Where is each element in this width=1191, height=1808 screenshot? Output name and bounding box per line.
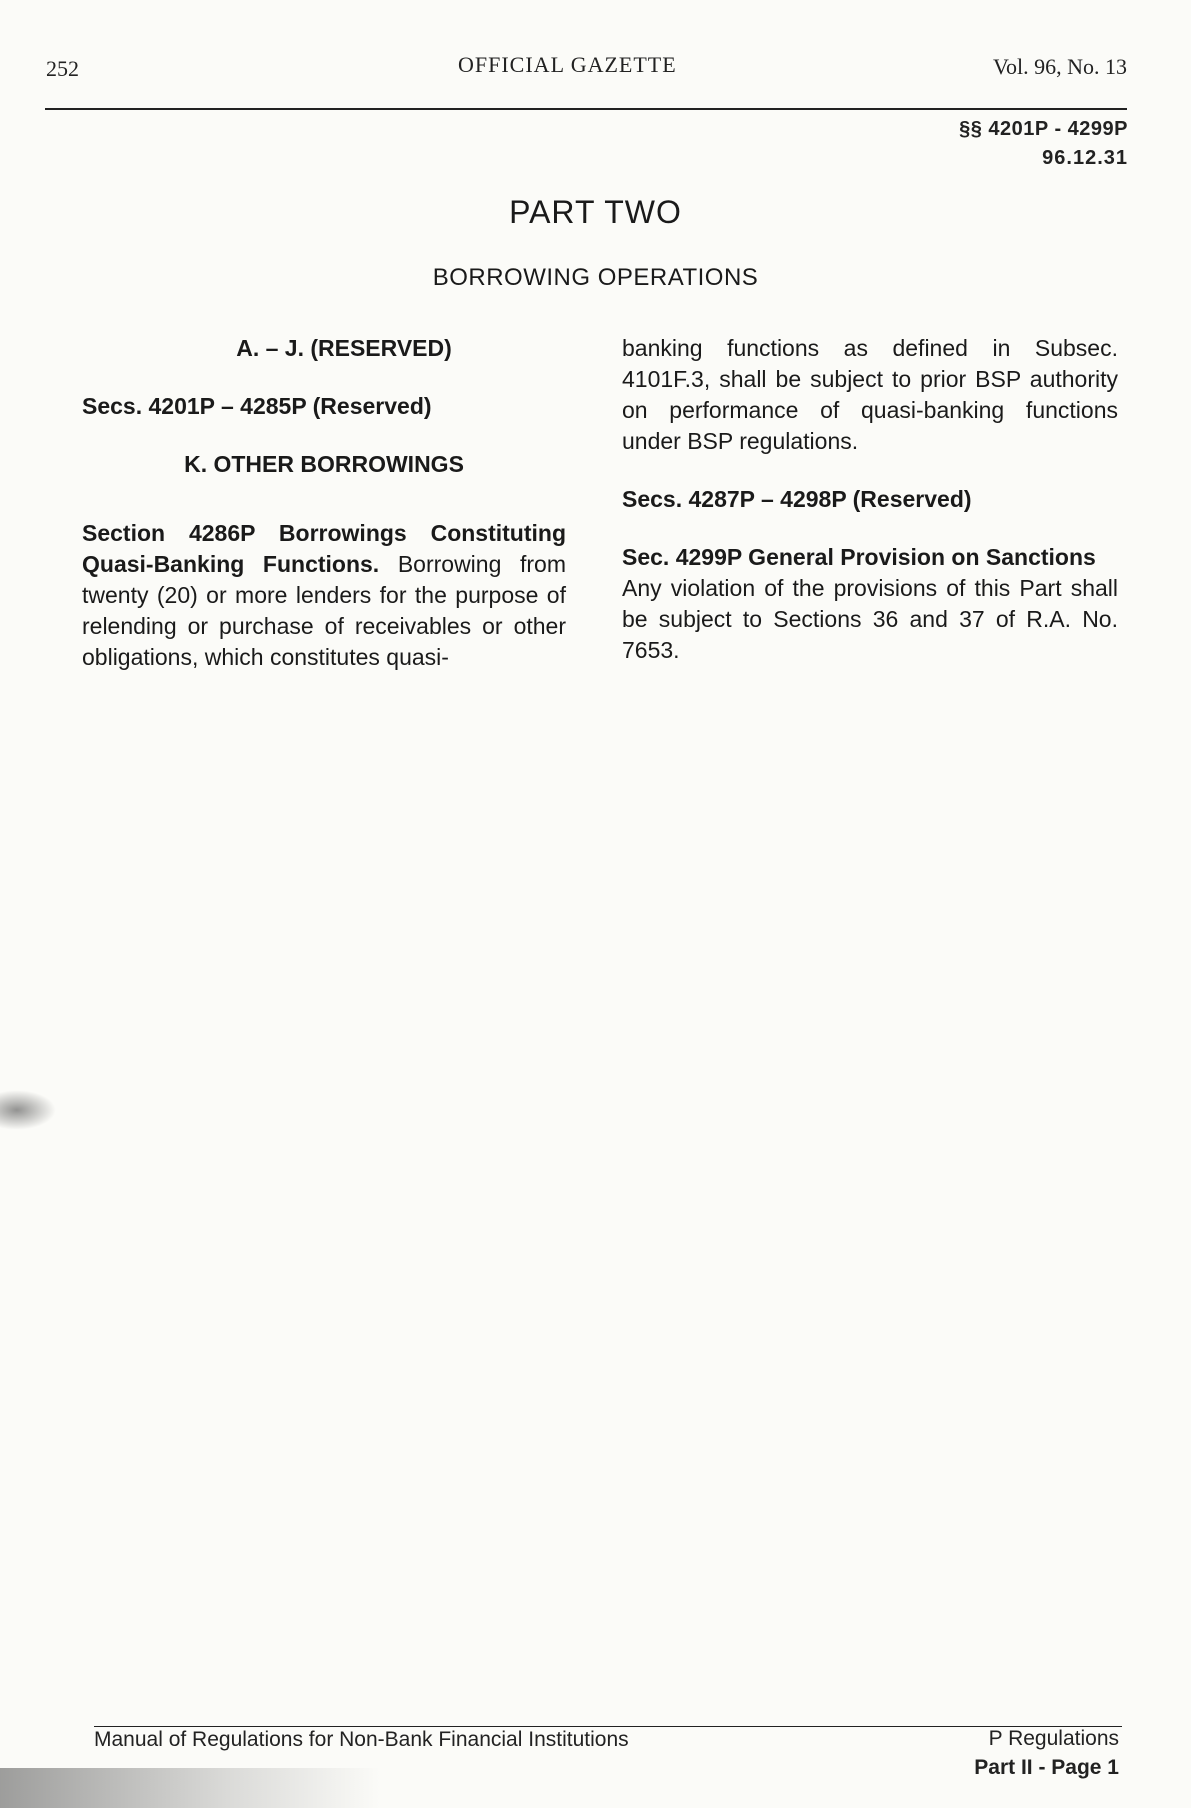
secs-reserved-4287-4298: Secs. 4287P – 4298P (Reserved) bbox=[622, 486, 972, 512]
footer-manual-title: Manual of Regulations for Non-Bank Financial Institutions bbox=[94, 1728, 629, 1751]
right-column bbox=[622, 333, 1118, 666]
continuation-paragraph: banking functions as defined in Subsec. 4101F.3, shall be subject to prior BSP authority on performance of quasi-banking functions under BSP regulations. bbox=[622, 335, 1118, 454]
section-4286-text: Borrowing from twenty (20) or more lenders for the purpose of relending or purchase of receivables or other obligations, which constitutes quasi- bbox=[82, 551, 566, 670]
volume-number: Vol. 96, No. 13 bbox=[992, 54, 1127, 79]
scan-edge-artifact bbox=[0, 1768, 380, 1808]
page-number: 252 bbox=[46, 56, 79, 81]
section-4286-title: Section 4286P Borrowings Constituting Quasi-Banking Functions. bbox=[82, 520, 566, 577]
section-4286-paragraph bbox=[82, 518, 566, 673]
footer-divider bbox=[94, 1726, 1122, 1727]
heading-reserved-a-j: A. – J. (RESERVED) bbox=[236, 335, 452, 361]
section-4299-title: Sec. 4299P General Provision on Sanctions bbox=[622, 544, 1096, 570]
heading-other-borrowings: K. OTHER BORROWINGS bbox=[184, 451, 464, 477]
scan-smudge bbox=[0, 1090, 56, 1130]
secs-reserved-4201-4285: Secs. 4201P – 4285P (Reserved) bbox=[82, 393, 432, 419]
publication-title: OFFICIAL GAZETTE bbox=[458, 52, 677, 77]
footer-page-ref: Part II - Page 1 bbox=[974, 1756, 1119, 1779]
section-date: 96.12.31 bbox=[1042, 147, 1128, 169]
section-4299-text: Any violation of the provisions of this Part shall be subject to Sections 36 and 37 of R.A. No. 7653. bbox=[622, 575, 1118, 663]
part-subtitle: BORROWING OPERATIONS bbox=[432, 264, 759, 291]
left-column bbox=[82, 333, 566, 673]
part-title: PART TWO bbox=[509, 194, 682, 230]
section-range: §§ 4201P - 4299P bbox=[959, 118, 1128, 140]
header-divider bbox=[45, 108, 1127, 110]
footer-regulations: P Regulations bbox=[988, 1727, 1119, 1750]
